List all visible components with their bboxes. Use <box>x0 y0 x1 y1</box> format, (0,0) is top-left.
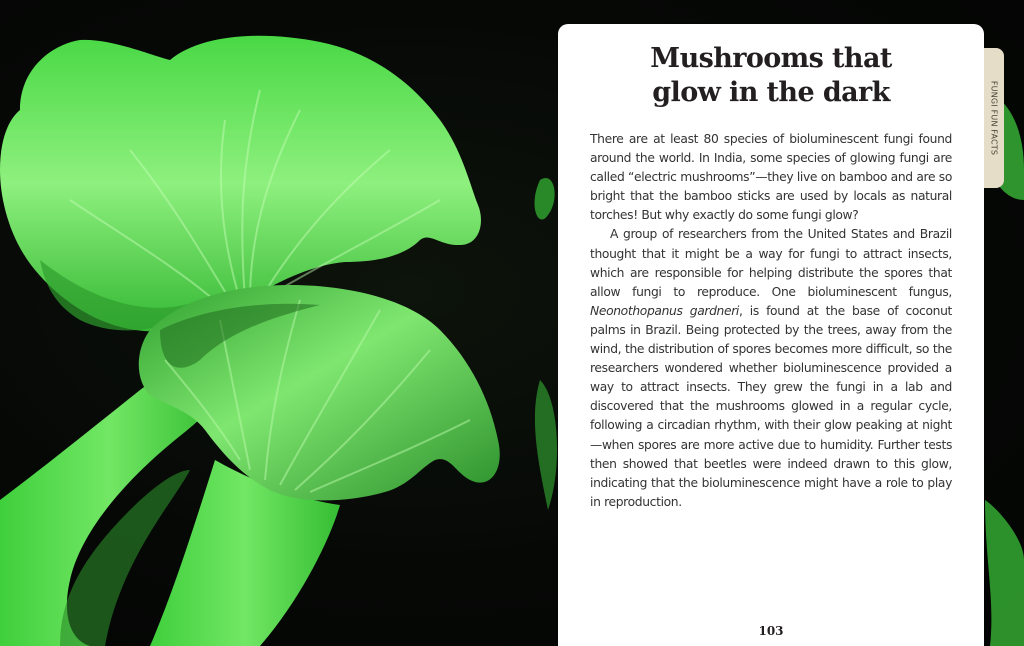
article-body <box>590 130 952 512</box>
page-title <box>558 42 984 110</box>
section-tab <box>984 48 1004 188</box>
paragraph-2 <box>590 225 952 511</box>
title-line-2: glow in the dark <box>652 77 890 108</box>
paragraph-2-part-1: A group of researchers from the United States and Brazil thought that it might be a way for fungi to attract insects, which are responsible for helping distribute the spores that allow fungi to reproduce. One bioluminescent fungus, <box>590 227 952 299</box>
paragraph-1: There are at least 80 species of bioluminescent fungi found around the world. In India, some species of glowing fungi are called “electric mushrooms”—they live on bamboo and are so bright that the bamboo sticks are used by locals as natural torches! But why exactly do some fungi glow? <box>590 132 952 223</box>
section-tab-label: FUNGI FUN FACTS <box>989 80 999 156</box>
species-name: Neonothopanus gardneri <box>590 303 739 318</box>
paragraph-2-part-2: , is found at the base of coconut palms in Brazil. Being protected by the trees, away from the wind, the distribution of spores becomes more difficult, so the researchers wondered whether bioluminescence provided a way to attract insects. They grew the fungi in a lab and discovered that the mushrooms glowed in a regular cycle, following a circadian rhythm, with their glow peaking at night—when spores are more active due to humidity. Further tests then showed that beetles were indeed drawn to this glow, indicating that the bioluminescence might have a role to play in reproduction. <box>590 303 952 509</box>
text-page <box>558 24 984 646</box>
title-line-1: Mushrooms that <box>650 43 892 74</box>
page-number: 103 <box>758 624 784 638</box>
